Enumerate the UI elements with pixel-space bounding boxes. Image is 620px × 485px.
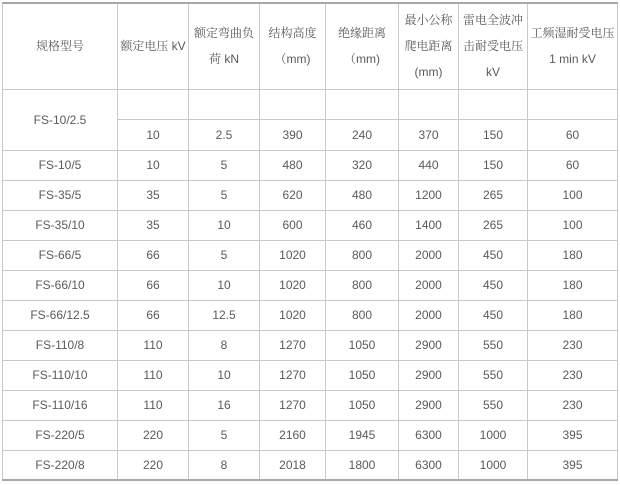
- header-label: 额定弯曲负: [193, 26, 254, 41]
- cell-value: 240: [326, 119, 399, 150]
- cell-value: 220: [118, 450, 189, 480]
- cell-model: FS-10/2.5: [3, 89, 118, 150]
- header-cell-structure-height: [260, 3, 326, 89]
- cell-model: FS-110/8: [3, 330, 118, 360]
- cell-value: 60: [528, 150, 618, 180]
- table-row: [3, 240, 618, 270]
- cell-value: 1050: [326, 390, 399, 420]
- cell-model: FS-10/5: [3, 150, 118, 180]
- header-label: 绝缘距离: [337, 26, 386, 41]
- cell-model: FS-220/5: [3, 420, 118, 450]
- cell-value: 460: [326, 210, 399, 240]
- header-cell-rated-voltage: [118, 3, 189, 89]
- cell-value: 1050: [326, 330, 399, 360]
- cell-value: 230: [528, 390, 618, 420]
- cell-value: 265: [459, 180, 528, 210]
- cell-value: 450: [459, 270, 528, 300]
- header-label: 荷 kN: [208, 52, 239, 67]
- cell-value: 230: [528, 330, 618, 360]
- cell-value: 2900: [399, 390, 459, 420]
- cell-value: 12.5: [189, 300, 260, 330]
- header-label: （mm): [274, 52, 311, 67]
- cell-value: 66: [118, 270, 189, 300]
- cell-value: 1020: [260, 300, 326, 330]
- cell-value: 66: [118, 240, 189, 270]
- header-cell-spec-model: [3, 3, 118, 89]
- cell-value: 10: [189, 270, 260, 300]
- cell-model: FS-66/10: [3, 270, 118, 300]
- header-cell-insulation-distance: [326, 3, 399, 89]
- cell-value: 16: [189, 390, 260, 420]
- header-label: 雷电全波冲: [462, 13, 523, 28]
- header-label: 额定电压 kV: [120, 39, 186, 54]
- cell-value: 10: [118, 150, 189, 180]
- cell-empty: [260, 89, 326, 119]
- cell-value: 390: [260, 119, 326, 150]
- cell-value: 180: [528, 300, 618, 330]
- cell-value: 450: [459, 300, 528, 330]
- cell-value: 2000: [399, 240, 459, 270]
- cell-value: 230: [528, 360, 618, 390]
- cell-empty: [326, 89, 399, 119]
- cell-empty: [399, 89, 459, 119]
- cell-value: 60: [528, 119, 618, 150]
- cell-value: 180: [528, 270, 618, 300]
- cell-value: 1050: [326, 360, 399, 390]
- header-cell-wet-withstand-voltage: [528, 3, 618, 89]
- cell-empty: [459, 89, 528, 119]
- cell-value: 1000: [459, 450, 528, 480]
- cell-value: 2000: [399, 270, 459, 300]
- table-row: [3, 180, 618, 210]
- cell-value: 1270: [260, 360, 326, 390]
- cell-value: 620: [260, 180, 326, 210]
- cell-value: 220: [118, 420, 189, 450]
- cell-value: 150: [459, 119, 528, 150]
- cell-model: FS-110/10: [3, 360, 118, 390]
- cell-value: 550: [459, 360, 528, 390]
- cell-value: 6300: [399, 420, 459, 450]
- spec-table: [2, 2, 618, 481]
- header-cell-rated-bending-load: [189, 3, 260, 89]
- cell-value: 5: [189, 240, 260, 270]
- cell-value: 1945: [326, 420, 399, 450]
- cell-value: 370: [399, 119, 459, 150]
- cell-empty: [528, 89, 618, 119]
- cell-model: FS-66/5: [3, 240, 118, 270]
- cell-value: 800: [326, 300, 399, 330]
- header-cell-lightning-impulse-voltage: [459, 3, 528, 89]
- header-label: 结构高度: [268, 26, 317, 41]
- cell-value: 550: [459, 330, 528, 360]
- cell-value: 550: [459, 390, 528, 420]
- header-row: [3, 3, 618, 89]
- cell-value: 2160: [260, 420, 326, 450]
- header-label: （mm): [344, 52, 380, 67]
- cell-value: 1270: [260, 330, 326, 360]
- cell-value: 5: [189, 180, 260, 210]
- cell-value: 2000: [399, 300, 459, 330]
- table-row: [3, 210, 618, 240]
- cell-value: 8: [189, 450, 260, 480]
- header-label: 1 min kV: [549, 52, 596, 67]
- cell-value: 35: [118, 180, 189, 210]
- cell-value: 5: [189, 150, 260, 180]
- cell-model: FS-35/10: [3, 210, 118, 240]
- cell-empty: [118, 89, 189, 119]
- cell-value: 2900: [399, 360, 459, 390]
- cell-value: 600: [260, 210, 326, 240]
- cell-value: 265: [459, 210, 528, 240]
- cell-value: 110: [118, 360, 189, 390]
- header-cell-min-creepage-distance: [399, 3, 459, 89]
- cell-value: 1800: [326, 450, 399, 480]
- cell-value: 480: [260, 150, 326, 180]
- cell-value: 6300: [399, 450, 459, 480]
- cell-value: 2018: [260, 450, 326, 480]
- cell-model: FS-220/8: [3, 450, 118, 480]
- cell-value: 480: [326, 180, 399, 210]
- table-row: [3, 420, 618, 450]
- header-label: 最小公称: [404, 13, 453, 28]
- cell-value: 800: [326, 270, 399, 300]
- cell-value: 66: [118, 300, 189, 330]
- cell-value: 1000: [459, 420, 528, 450]
- cell-empty: [189, 89, 260, 119]
- header-label: 工频湿耐受电压: [530, 26, 615, 41]
- cell-model: FS-35/5: [3, 180, 118, 210]
- cell-value: 2900: [399, 330, 459, 360]
- table-row: [3, 300, 618, 330]
- cell-value: 800: [326, 240, 399, 270]
- cell-value: 110: [118, 390, 189, 420]
- cell-value: 35: [118, 210, 189, 240]
- table-row-spacer: [3, 89, 618, 119]
- cell-value: 110: [118, 330, 189, 360]
- cell-value: 8: [189, 330, 260, 360]
- header-label: (mm): [414, 65, 443, 80]
- cell-value: 180: [528, 240, 618, 270]
- header-label: 爬电距离: [404, 39, 453, 54]
- cell-value: 1400: [399, 210, 459, 240]
- cell-value: 1020: [260, 270, 326, 300]
- cell-value: 395: [528, 450, 618, 480]
- table-body: [3, 89, 618, 480]
- cell-value: 10: [118, 119, 189, 150]
- cell-value: 450: [459, 240, 528, 270]
- header-label: kV: [485, 65, 500, 80]
- table-row: [3, 270, 618, 300]
- header-label: 击耐受电压: [462, 39, 523, 54]
- table-row: [3, 450, 618, 480]
- cell-value: 1270: [260, 390, 326, 420]
- cell-value: 1020: [260, 240, 326, 270]
- cell-value: 100: [528, 180, 618, 210]
- cell-value: 1200: [399, 180, 459, 210]
- cell-value: 150: [459, 150, 528, 180]
- cell-model: FS-110/16: [3, 390, 118, 420]
- table-row: [3, 150, 618, 180]
- cell-value: 5: [189, 420, 260, 450]
- cell-value: 10: [189, 210, 260, 240]
- cell-value: 320: [326, 150, 399, 180]
- cell-value: 2.5: [189, 119, 260, 150]
- table-row: [3, 390, 618, 420]
- cell-value: 10: [189, 360, 260, 390]
- cell-value: 395: [528, 420, 618, 450]
- cell-value: 440: [399, 150, 459, 180]
- cell-model: FS-66/12.5: [3, 300, 118, 330]
- table-row: [3, 360, 618, 390]
- cell-value: 100: [528, 210, 618, 240]
- header-label: 规格型号: [35, 39, 84, 54]
- table-row: [3, 330, 618, 360]
